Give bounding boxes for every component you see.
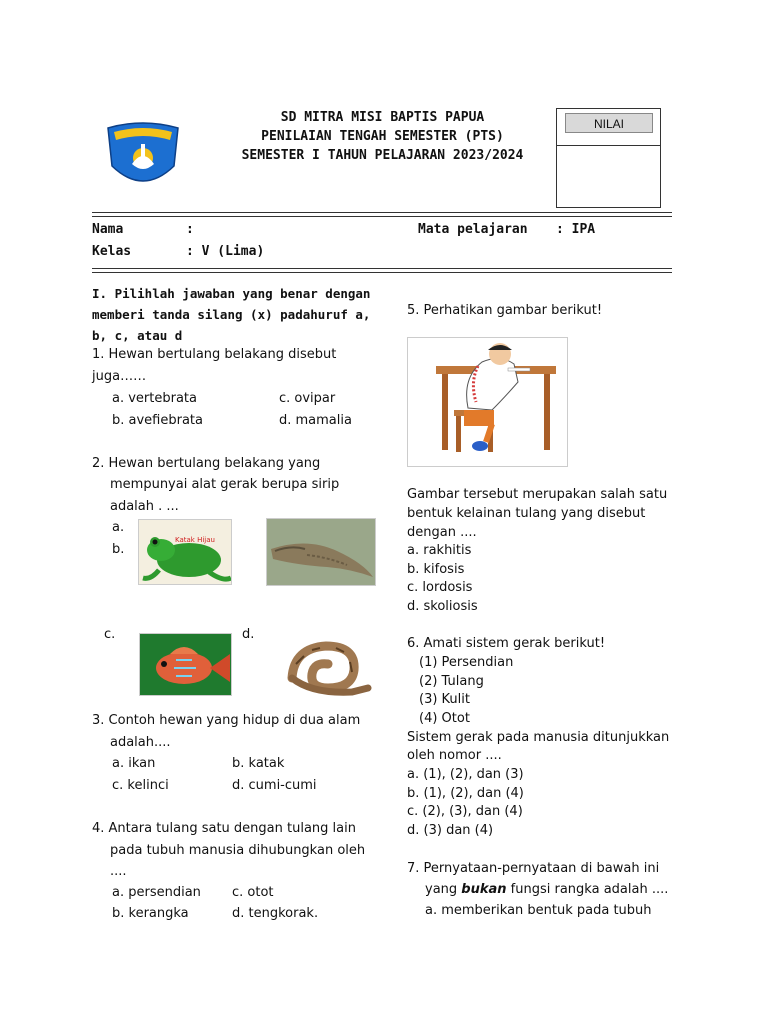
- q3-option-c[interactable]: c. kelinci: [112, 778, 169, 793]
- school-name: SD MITRA MISI BAPTIS PAPUA: [280, 110, 485, 125]
- q5-option-b[interactable]: b. kifosis: [407, 562, 465, 577]
- q6-line-2: Sistem gerak pada manusia ditunjukkan: [407, 730, 670, 745]
- q1-line-1: 1. Hewan bertulang belakang disebut: [92, 347, 337, 362]
- q6-item-2: (2) Tulang: [419, 674, 484, 689]
- q7-line-1: 7. Pernyataan-pernyataan di bawah ini: [407, 861, 660, 876]
- fish-image: [139, 633, 232, 696]
- q7-line-2-post: fungsi rangka adalah ....: [506, 882, 669, 897]
- q6-option-d[interactable]: d. (3) dan (4): [407, 823, 494, 838]
- semester-year: SEMESTER I TAHUN PELAJARAN 2023/2024: [241, 148, 524, 163]
- q7-option-a[interactable]: a. memberikan bentuk pada tubuh: [425, 903, 652, 918]
- instruction-line-1: I. Pilihlah jawaban yang benar dengan: [92, 286, 371, 301]
- q2-option-d[interactable]: d.: [242, 627, 255, 642]
- school-logo: [102, 118, 184, 194]
- q7-line-2-pre: yang: [425, 882, 462, 897]
- kyphosis-illustration: [408, 338, 568, 467]
- crocodile-illustration: [267, 519, 376, 586]
- frog-image: [138, 519, 232, 585]
- name-colon: :: [186, 222, 194, 237]
- q7-line-2: [425, 882, 668, 897]
- q4-option-d[interactable]: d. tengkorak.: [232, 906, 319, 921]
- q1-option-b[interactable]: b. avefiebrata: [112, 413, 203, 428]
- subject-value: : IPA: [556, 222, 596, 237]
- score-divider: [557, 145, 660, 146]
- q5-option-c[interactable]: c. lordosis: [407, 580, 473, 595]
- q1-option-a[interactable]: a. vertebrata: [112, 391, 197, 406]
- class-label: Kelas: [92, 244, 132, 259]
- q1-option-c[interactable]: c. ovipar: [279, 391, 336, 406]
- q2-line-3: adalah . ...: [110, 499, 179, 514]
- q3-option-d[interactable]: d. cumi-cumi: [232, 778, 317, 793]
- q4-option-a[interactable]: a. persendian: [112, 885, 201, 900]
- subject-label: Mata pelajaran: [418, 222, 528, 237]
- q4-option-c[interactable]: c. otot: [232, 885, 274, 900]
- name-label: Nama: [92, 222, 124, 237]
- score-box: [556, 108, 661, 208]
- q5-line-2: Gambar tersebut merupakan salah satu: [407, 487, 668, 502]
- q3-line-2: adalah....: [110, 735, 171, 750]
- q6-item-1: (1) Persendian: [419, 655, 514, 670]
- posture-image: [407, 337, 568, 467]
- q5-line-3: bentuk kelainan tulang yang disebut: [407, 506, 646, 521]
- q2-line-1: 2. Hewan bertulang belakang yang: [92, 456, 321, 471]
- q4-line-3: ....: [110, 864, 127, 879]
- q6-line-1: 6. Amati sistem gerak berikut!: [407, 636, 606, 651]
- q5-line-4: dengan ....: [407, 525, 477, 540]
- q5-option-d[interactable]: d. skoliosis: [407, 599, 478, 614]
- q4-line-1: 4. Antara tulang satu dengan tulang lain: [92, 821, 356, 836]
- snake-illustration: [282, 634, 372, 698]
- divider-top-2: [92, 216, 672, 217]
- q6-item-3: (3) Kulit: [419, 692, 470, 707]
- q6-option-b[interactable]: b. (1), (2), dan (4): [407, 786, 524, 801]
- q1-line-2: juga……: [92, 369, 147, 384]
- frog-illustration: [139, 520, 232, 585]
- divider-top: [92, 212, 672, 213]
- instruction-line-2: memberi tanda silang (x) padahuruf a,: [92, 307, 371, 322]
- instruction-line-3: b, c, atau d: [92, 328, 183, 343]
- q3-option-b[interactable]: b. katak: [232, 756, 285, 771]
- q2-line-2: mempunyai alat gerak berupa sirip: [110, 477, 340, 492]
- exam-title: PENILAIAN TENGAH SEMESTER (PTS): [261, 129, 504, 144]
- score-label: NILAI: [565, 113, 653, 133]
- q5-option-a[interactable]: a. rakhitis: [407, 543, 472, 558]
- q6-line-3: oleh nomor ....: [407, 748, 502, 763]
- q2-option-b[interactable]: b.: [112, 542, 125, 557]
- frog-caption: Katak Hijau: [175, 536, 215, 544]
- q4-option-b[interactable]: b. kerangka: [112, 906, 189, 921]
- q4-line-2: pada tubuh manusia dihubungkan oleh: [110, 843, 366, 858]
- class-value: : V (Lima): [186, 244, 265, 259]
- fish-illustration: [140, 634, 232, 696]
- tut-wuri-handayani-logo: [102, 118, 184, 194]
- q6-item-4: (4) Otot: [419, 711, 470, 726]
- q6-option-c[interactable]: c. (2), (3), dan (4): [407, 804, 523, 819]
- divider-mid: [92, 268, 672, 269]
- q7-emphasis-bukan: bukan: [461, 882, 507, 897]
- q3-option-a[interactable]: a. ikan: [112, 756, 156, 771]
- q3-line-1: 3. Contoh hewan yang hidup di dua alam: [92, 713, 361, 728]
- divider-mid-2: [92, 272, 672, 273]
- q2-option-c[interactable]: c.: [104, 627, 116, 642]
- q5-line-1: 5. Perhatikan gambar berikut!: [407, 303, 603, 318]
- snake-image: [282, 634, 372, 698]
- q2-option-a[interactable]: a.: [112, 520, 125, 535]
- q1-option-d[interactable]: d. mamalia: [279, 413, 352, 428]
- crocodile-image: [266, 518, 376, 586]
- q6-option-a[interactable]: a. (1), (2), dan (3): [407, 767, 524, 782]
